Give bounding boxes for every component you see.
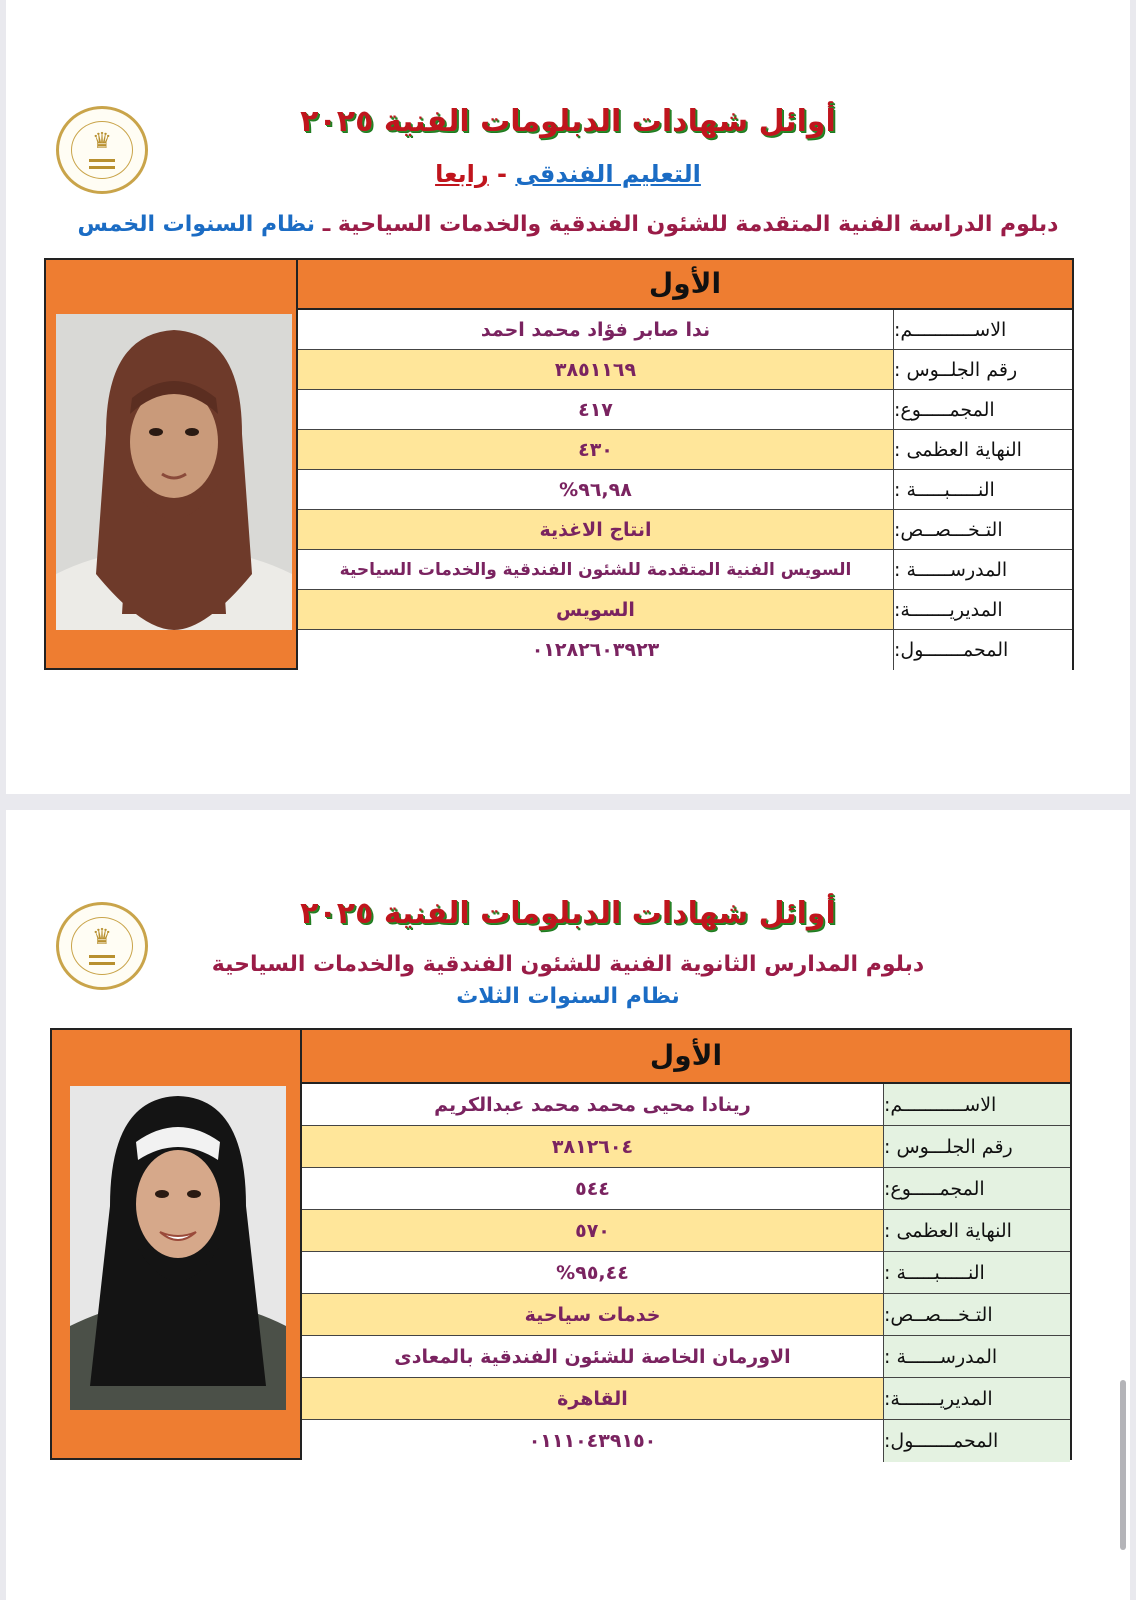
school-value: السويس الفنية المتقدمة للشئون الفندقية والخدمات السياحية <box>298 550 894 589</box>
percentage-label: النـــــبـــــة : <box>894 470 1072 509</box>
directorate-label: المديريـــــــة: <box>894 590 1072 629</box>
student-name-value: رينادا محيى محمد محمد عبدالكريم <box>302 1084 884 1125</box>
page-title: أوائل شهادات الدبلومات الفنية ٢٠٢٥ <box>300 896 836 931</box>
directorate-label: المديريـــــــة: <box>884 1378 1070 1419</box>
rank-header: الأول <box>300 1030 1070 1084</box>
total-score-label: المجمـــــوع: <box>894 390 1072 429</box>
percentage-label: النـــــبـــــة : <box>884 1252 1070 1293</box>
percentage-value: %٩٦,٩٨ <box>298 470 894 509</box>
diploma-name <box>6 212 1130 237</box>
table-row <box>298 510 1072 550</box>
total-score-value: ٤١٧ <box>298 390 894 429</box>
table-row <box>298 550 1072 590</box>
total-score-value: ٥٤٤ <box>302 1168 884 1209</box>
subtitle-separator: - <box>488 160 516 188</box>
student-details-table <box>296 310 1072 668</box>
table-row <box>302 1252 1070 1294</box>
seat-number-value: ٣٨٥١١٦٩ <box>298 350 894 389</box>
student-card <box>50 1028 1072 1460</box>
specialization-value: خدمات سياحية <box>302 1294 884 1335</box>
section-subtitle <box>6 160 1130 188</box>
vertical-scrollbar[interactable] <box>1120 1380 1126 1550</box>
diploma-name: دبلوم المدارس الثانوية الفنية للشئون الفندقية والخدمات السياحية <box>211 952 925 977</box>
certificate-page-1 <box>6 0 1130 794</box>
directorate-value: القاهرة <box>302 1378 884 1419</box>
max-score-value: ٤٣٠ <box>298 430 894 469</box>
student-photo <box>56 314 292 630</box>
max-score-label: النهاية العظمى : <box>884 1210 1070 1251</box>
table-row <box>302 1168 1070 1210</box>
specialization-value: انتاج الاغذية <box>298 510 894 549</box>
max-score-value: ٥٧٠ <box>302 1210 884 1251</box>
table-row <box>298 590 1072 630</box>
ministry-seal-icon: ♛ <box>56 902 148 990</box>
table-row <box>298 430 1072 470</box>
mobile-value: ٠١٢٨٢٦٠٣٩٢٣ <box>298 630 894 670</box>
table-row <box>298 350 1072 390</box>
certificate-page-2 <box>6 810 1130 1600</box>
ministry-seal-icon: ♛ <box>56 106 148 194</box>
rank-header: الأول <box>296 260 1072 310</box>
table-row <box>302 1294 1070 1336</box>
table-row <box>302 1336 1070 1378</box>
specialization-label: التـخـــصــص: <box>884 1294 1070 1335</box>
student-name-label: الاســـــــــــم: <box>894 310 1072 349</box>
student-name-label: الاســـــــــــم: <box>884 1084 1070 1125</box>
student-card <box>44 258 1074 670</box>
school-label: المدرســــــة : <box>894 550 1072 589</box>
table-row <box>298 390 1072 430</box>
diploma-name-part1: دبلوم الدراسة الفنية المتقدمة للشئون الفندقية والخدمات السياحية ـ <box>315 212 1059 237</box>
student-name-value: ندا صابر فؤاد محمد احمد <box>298 310 894 349</box>
diploma-system: نظام السنوات الخمس <box>77 212 316 237</box>
mobile-label: المحمـــــــول: <box>894 630 1072 670</box>
school-value: الاورمان الخاصة للشئون الفندقية بالمعادى <box>302 1336 884 1377</box>
table-row <box>302 1126 1070 1168</box>
directorate-value: السويس <box>298 590 894 629</box>
student-details-table <box>300 1084 1070 1458</box>
specialization-label: التـخـــصــص: <box>894 510 1072 549</box>
seat-number-value: ٣٨١٢٦٠٤ <box>302 1126 884 1167</box>
seat-number-label: رقم الجلـــوس : <box>884 1126 1070 1167</box>
page-title: أوائل شهادات الدبلومات الفنية ٢٠٢٥ <box>300 104 836 139</box>
subtitle-field: التعليم الفندقى <box>515 160 701 188</box>
table-row <box>302 1210 1070 1252</box>
mobile-value: ٠١١١٠٤٣٩١٥٠ <box>302 1420 884 1462</box>
max-score-label: النهاية العظمى : <box>894 430 1072 469</box>
seat-number-label: رقم الجلــوس : <box>894 350 1072 389</box>
table-row <box>298 470 1072 510</box>
subtitle-rank: رابعا <box>435 160 489 188</box>
table-row <box>302 1420 1070 1462</box>
school-label: المدرســــــة : <box>884 1336 1070 1377</box>
student-photo <box>70 1086 286 1410</box>
table-row <box>302 1084 1070 1126</box>
table-row <box>302 1378 1070 1420</box>
total-score-label: المجمـــــوع: <box>884 1168 1070 1209</box>
diploma-system: نظام السنوات الثلاث <box>456 984 680 1009</box>
table-row <box>298 630 1072 670</box>
percentage-value: %٩٥,٤٤ <box>302 1252 884 1293</box>
table-row <box>298 310 1072 350</box>
mobile-label: المحمـــــــول: <box>884 1420 1070 1462</box>
